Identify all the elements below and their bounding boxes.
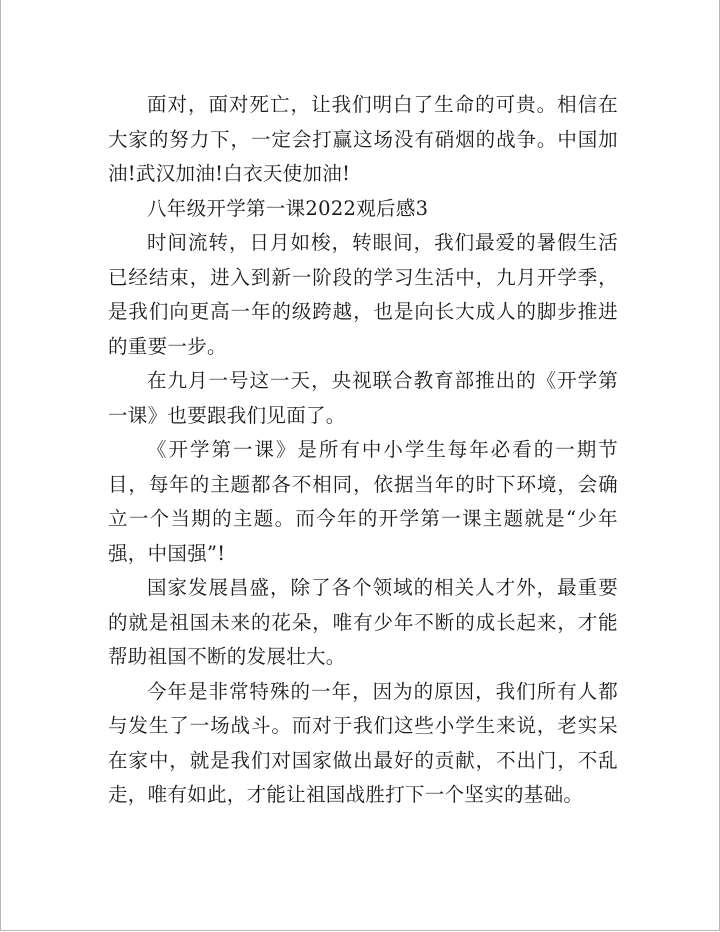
- paragraph-4: 《开学第一课》是所有中小学生每年必看的一期节目，每年的主题都各不相同，依据当年的时下环境，会确立一个当期的主题。而今年的开学第一课主题就是“少年强，中国强”!: [108, 438, 618, 565]
- paragraph-5: 国家发展昌盛，除了各个领域的相关人才外，最重要的就是祖国未来的花朵，唯有少年不断的成长起来，才能帮助祖国不断的发展壮大。: [108, 576, 618, 668]
- paragraph-2: 时间流转，日月如梭，转眼间，我们最爱的暑假生活已经结束，进入到新一阶段的学习生活中，九月开学季，是我们向更高一年的级跨越，也是向长大成人的脚步推进的重要一步。: [108, 231, 618, 358]
- document-body: [108, 88, 618, 813]
- section-heading: 八年级开学第一课2022观后感3: [147, 196, 429, 220]
- paragraph-6: 今年是非常特殊的一年，因为的原因，我们所有人都与发生了一场战斗。而对于我们这些小学生来说，老实呆在家中，就是我们对国家做出最好的贡献，不出门，不乱走，唯有如此，才能让祖国战胜打下一个坚实的基础。: [108, 679, 618, 806]
- paragraph-3: 在九月一号这一天，央视联合教育部推出的《开学第一课》也要跟我们见面了。: [108, 369, 618, 427]
- paragraph-1: 面对，面对死亡，让我们明白了生命的可贵。相信在大家的努力下，一定会打赢这场没有硝烟的战争。中国加油!武汉加油!白衣天使加油!: [108, 93, 618, 185]
